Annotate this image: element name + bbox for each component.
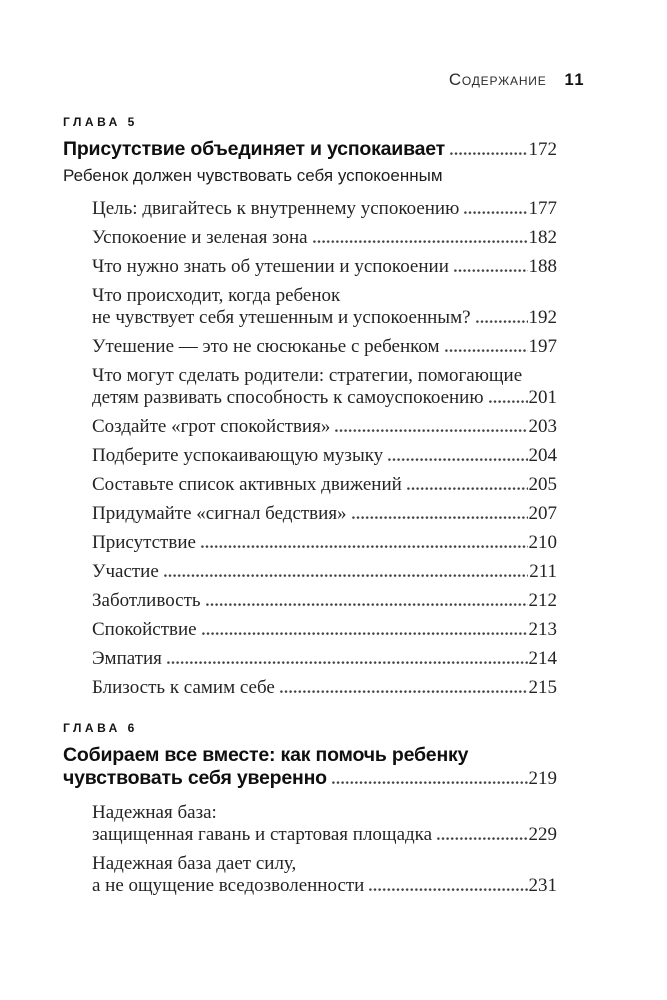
page-number: 211 [529, 561, 557, 582]
page-number: 188 [528, 256, 557, 277]
dot-leader [489, 400, 528, 403]
toc-entry-text: Заботливость [92, 590, 201, 611]
toc-entry[interactable] [92, 802, 557, 846]
toc-entry[interactable] [92, 336, 557, 358]
toc-entry-line: Что могут сделать родители: стратегии, помогающие [92, 365, 523, 386]
toc-entry-text: Успокоение и зеленая зона [92, 227, 308, 248]
toc-entry[interactable] [92, 619, 557, 641]
page-number: 213 [528, 619, 557, 640]
page-number: 229 [528, 824, 557, 845]
dot-leader [445, 349, 528, 352]
chapter-title[interactable] [63, 744, 557, 790]
dot-leader [202, 632, 528, 635]
toc-entry-row [92, 474, 557, 496]
page-number: 192 [528, 307, 557, 328]
dot-leader [352, 516, 528, 519]
toc-entry[interactable] [92, 853, 557, 897]
page-number: 214 [528, 648, 557, 669]
toc-entry-text: Эмпатия [92, 648, 162, 669]
toc-entry-text: Участие [92, 561, 159, 582]
dot-leader [201, 545, 528, 548]
page-number: 207 [528, 503, 557, 524]
dot-leader [464, 211, 527, 214]
toc-entry-row [92, 532, 557, 554]
toc-entry-row [92, 677, 557, 699]
toc-entry[interactable] [92, 256, 557, 278]
toc-entry-text: не чувствует себя утешенным и успокоенным? [92, 307, 471, 328]
toc-entry[interactable] [92, 590, 557, 612]
toc-entry-row [92, 824, 557, 846]
chapter-title-text: чувствовать себя уверенно [63, 767, 327, 789]
page-number: 201 [528, 387, 557, 408]
toc-entry-row [92, 561, 557, 583]
dot-leader [206, 603, 528, 606]
toc-entry[interactable] [92, 365, 557, 409]
dot-leader [164, 574, 528, 577]
toc-entry[interactable] [92, 227, 557, 249]
toc-entry[interactable] [92, 416, 557, 438]
dot-leader [369, 888, 527, 891]
toc-entry-row [92, 387, 557, 409]
chapter-entries [63, 800, 557, 897]
toc-entry[interactable] [92, 532, 557, 554]
page-number: 203 [528, 416, 557, 437]
toc-entry[interactable] [92, 474, 557, 496]
toc-entry-text: Спокойствие [92, 619, 197, 640]
chapter-title-line: Собираем все вместе: как помочь ребенку [63, 744, 469, 766]
page-header [63, 70, 585, 90]
dot-leader [280, 690, 528, 693]
toc-entry-text: Создайте «грот спокойствия» [92, 416, 331, 437]
toc-entry-text: Что нужно знать об утешении и успокоении [92, 256, 449, 277]
toc-entry-row [92, 198, 557, 220]
page-number: 172 [528, 139, 557, 160]
toc-entry-text: Близость к самим себе [92, 677, 275, 698]
chapter-label: ГЛАВА 5 [63, 115, 138, 129]
toc-entry-text: Придумайте «сигнал бедствия» [92, 503, 347, 524]
toc-entry-row [92, 445, 557, 467]
toc-entry-row [92, 619, 557, 641]
toc-entry-row [92, 307, 557, 329]
chapter-title-row [63, 767, 557, 790]
toc-entry-text: Утешение — это не сюсюканье с ребенком [92, 336, 440, 357]
toc-entry-text: Присутствие [92, 532, 196, 553]
page-number: 182 [528, 227, 557, 248]
toc-entry[interactable] [92, 503, 557, 525]
dot-leader [388, 458, 527, 461]
toc-entry-text: Подберите успокаивающую музыку [92, 445, 384, 466]
toc-entry-row [92, 336, 557, 358]
chapter-title[interactable] [63, 138, 557, 161]
chapter-entries [63, 196, 557, 699]
toc-entry-text: Цель: двигайтесь к внутреннему успокоению [92, 198, 460, 219]
chapter-section [63, 721, 557, 897]
page-number: 212 [528, 590, 557, 611]
toc-entry-row [92, 875, 557, 897]
chapter-section [63, 115, 557, 699]
dot-leader [407, 487, 528, 490]
toc-entry-text: детям развивать способность к самоуспокоению [92, 387, 484, 408]
page-number: 219 [528, 768, 557, 789]
dot-leader [450, 152, 527, 155]
toc-entry-line: Надежная база: [92, 802, 217, 823]
toc-entry-text: а не ощущение вседозволенности [92, 875, 365, 896]
page-number: 231 [528, 875, 557, 896]
page-number: 215 [528, 677, 557, 698]
page-number: 177 [528, 198, 557, 219]
dot-leader [437, 837, 527, 840]
dot-leader [332, 781, 528, 784]
dot-leader [167, 661, 528, 664]
page-number: 197 [528, 336, 557, 357]
chapter-title-row [63, 138, 557, 161]
toc-entry[interactable] [92, 285, 557, 329]
toc-entry-line: Надежная база дает силу, [92, 853, 297, 874]
toc-entry-row [92, 648, 557, 670]
toc-entry[interactable] [92, 198, 557, 220]
toc-entry-row [92, 227, 557, 249]
toc-entry-text: Составьте список активных движений [92, 474, 402, 495]
dot-leader [313, 240, 528, 243]
toc-entry-row [92, 503, 557, 525]
chapters-container [63, 115, 557, 897]
header-title: Содержание [448, 70, 547, 89]
page-number: 210 [528, 532, 557, 553]
chapter-label: ГЛАВА 6 [63, 721, 138, 735]
page-number: 204 [528, 445, 557, 466]
dot-leader [335, 429, 527, 432]
page-number: 205 [528, 474, 557, 495]
chapter-subtitle: Ребенок должен чувствовать себя успокоенным [63, 166, 443, 185]
toc-entry-row [92, 416, 557, 438]
toc-entry-row [92, 256, 557, 278]
toc-entry[interactable] [92, 677, 557, 699]
chapter-title-text: Присутствие объединяет и успокаивает [63, 138, 446, 160]
toc-entry[interactable] [92, 648, 557, 670]
dot-leader [454, 269, 528, 272]
dot-leader [476, 320, 528, 323]
toc-entry[interactable] [92, 561, 557, 583]
toc-entry-text: защищенная гавань и стартовая площадка [92, 824, 433, 845]
toc-entry-row [92, 590, 557, 612]
toc-entry-line: Что происходит, когда ребенок [92, 285, 341, 306]
header-page-number: 11 [564, 71, 585, 89]
toc-entry[interactable] [92, 445, 557, 467]
